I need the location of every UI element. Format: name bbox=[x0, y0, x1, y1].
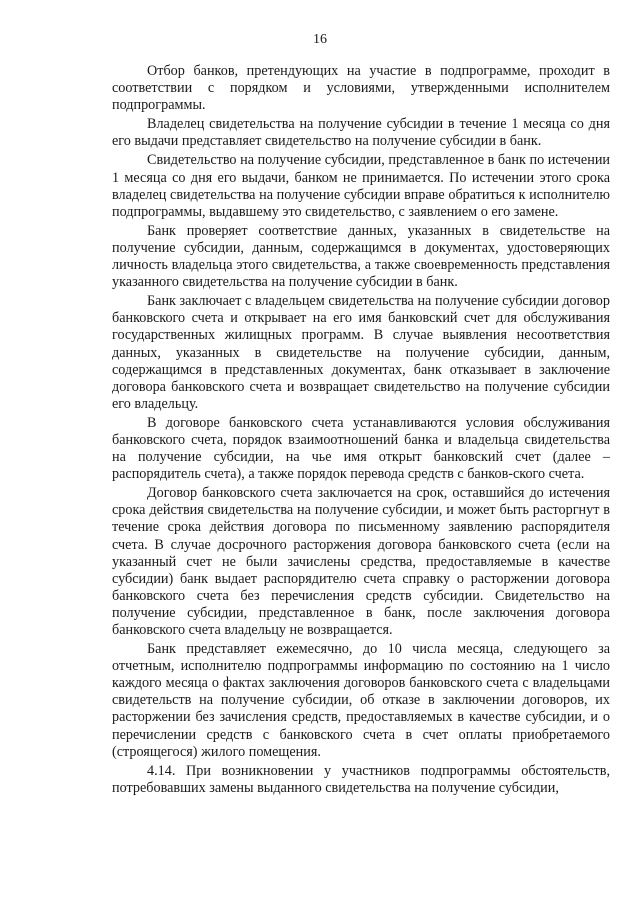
page-number: 16 bbox=[313, 32, 327, 47]
paragraph: Банк представляет ежемесячно, до 10 числа месяца, следующего за отчетным, исполнителю подпрограммы информацию по состоянию на 1 число каждого месяца о фактах заключения договоров банковского счета с владельцами свидетельств на получение субсидии, об отказе в заключении договоров, их расторжении без зачисления средств, предоставляемых в качестве субсидии, и о перечислении средств с банковского счета в счет оплаты приобретаемого (строящегося) жилого помещения. bbox=[112, 641, 610, 760]
paragraph: Банк заключает с владельцем свидетельства на получение субсидии договор банковского счета и открывает на его имя банковский счет для обслуживания государственных жилищных программ. В случае выявления несоответствия данных, указанных в свидетельстве на получение субсидии, данным, содержащимся в представленных документах, банк отказывает в заключение договора банковского счета и возвращает свидетельство на получение субсидии его владельцу. bbox=[112, 293, 610, 412]
paragraph: Свидетельство на получение субсидии, представленное в банк по истечении 1 месяца со дня его выдачи, банком не принимается. По истечении этого срока владелец свидетельства на получение субсидии вправе обратиться к исполнителю подпрограммы, выдавшему это свидетельство, с заявлением о его замене. bbox=[112, 152, 610, 220]
paragraph: В договоре банковского счета устанавливаются условия обслуживания банковского счета, порядок взаимоотношений банка и владельца свидетельства на получение субсидии, на чье имя открыт банковский счет (далее – распорядитель счета), а также порядок перевода средств с банков-ского счета. bbox=[112, 414, 610, 483]
paragraph: Отбор банков, претендующих на участие в подпрограмме, проходит в соответствии с порядком и условиями, утвержденными исполнителем подпрограммы. bbox=[112, 63, 610, 114]
paragraph: Владелец свидетельства на получение субсидии в течение 1 месяца со дня его выдачи представляет свидетельство на получение субсидии в банк. bbox=[112, 116, 610, 150]
paragraph: 4.14. При возникновении у участников подпрограммы обстоятельств, потребовавших замены выданного свидетельства на получение субсидии, bbox=[112, 762, 610, 796]
document-body bbox=[112, 63, 610, 799]
paragraph: Банк проверяет соответствие данных, указанных в свидетельстве на получение субсидии, данным, содержащимся в документах, удостоверяющих личность владельца этого свидетельства, а также своевременность представления указанного свидетельства на получение субсидии в банк. bbox=[112, 222, 610, 291]
paragraph: Договор банковского счета заключается на срок, оставшийся до истечения срока действия свидетельства на получение субсидии, и может быть расторгнут в течение срока действия договора по письменному заявлению распорядителя счета. В случае досрочного расторжения договора банковского счета (если на указанный счет не были зачислены средства, предоставляемые в качестве субсидии) банк выдает распорядителю счета справку о расторжении договора банковского счета без перечисления средств субсидии. Свидетельство на получение субсидии, представленное в банк, после заключения договора банковского счета владельцу не возвращается. bbox=[112, 485, 610, 638]
